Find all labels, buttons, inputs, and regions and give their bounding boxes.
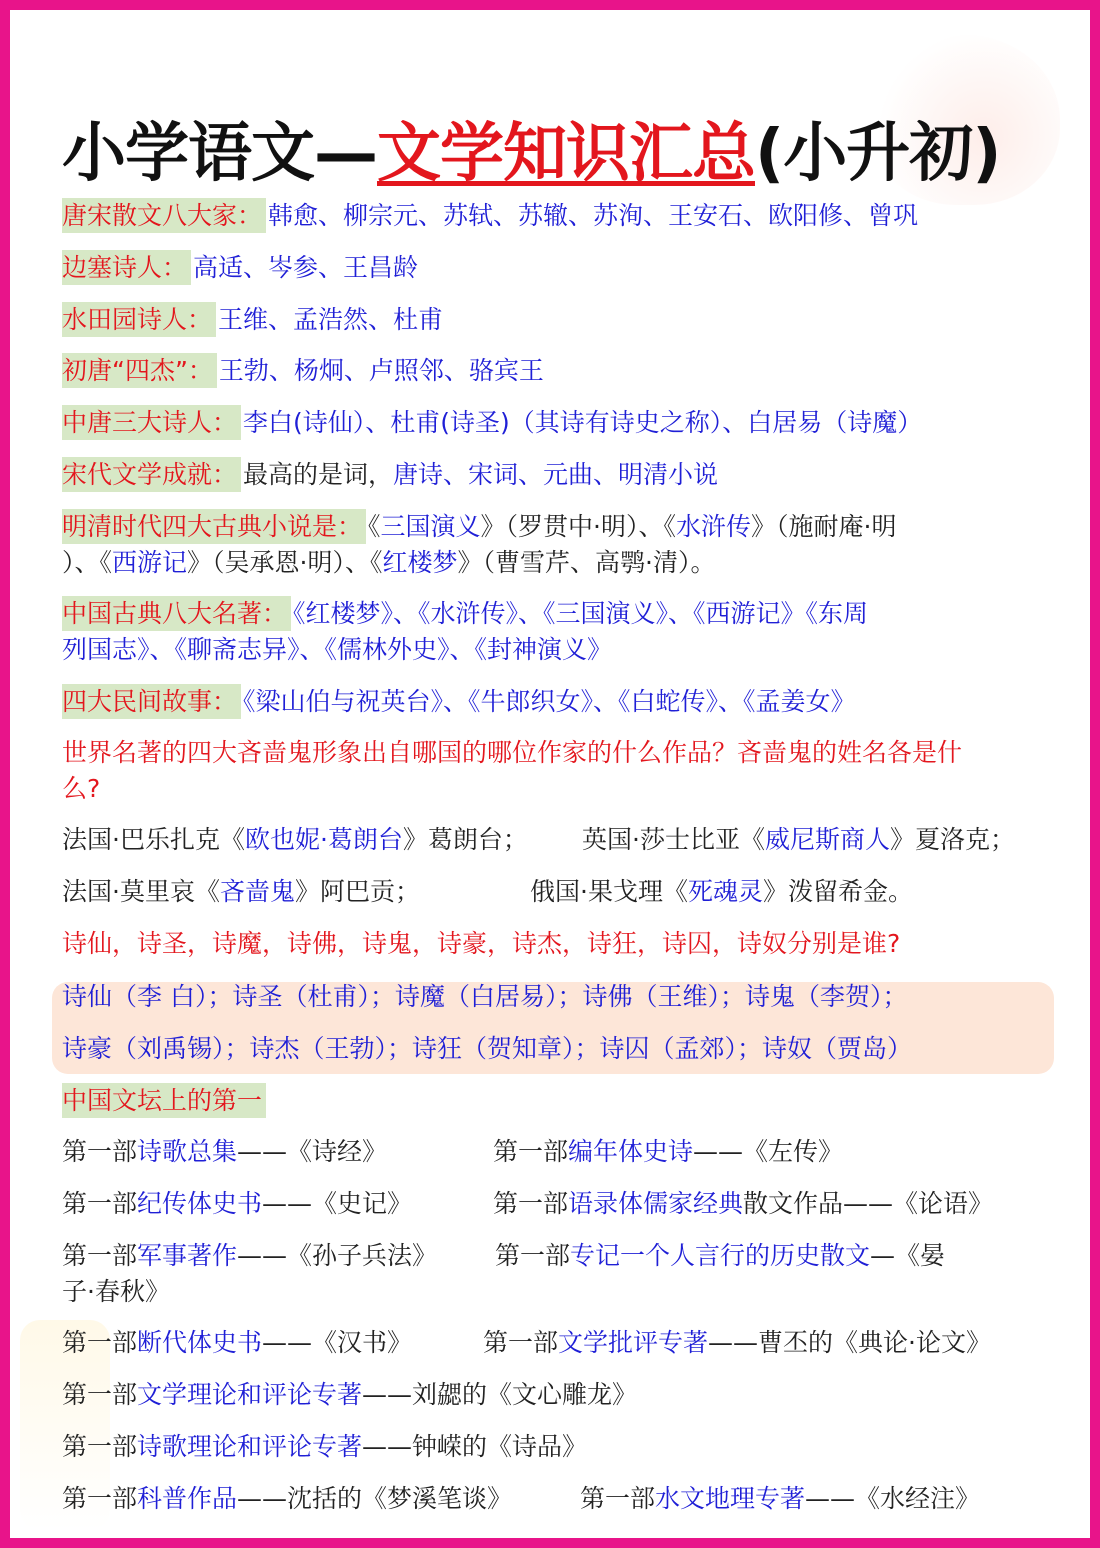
content-row	[62, 198, 1047, 234]
text-segment: 水浒传	[676, 512, 752, 541]
text-segment: 语录体儒家经典	[568, 1189, 744, 1218]
text-segment: 第一部	[580, 1484, 656, 1513]
text-segment: 》阿巴贡；	[294, 877, 420, 906]
text-segment: 李白(诗仙）、杜甫(诗圣)（其诗有诗史之称）、白居易（诗魔）	[243, 408, 923, 437]
text-segment: 诗仙，诗圣，诗魔，诗佛，诗鬼，诗豪，诗杰，诗狂，诗囚，诗奴分别是谁?	[62, 929, 901, 958]
text-segment: 诗豪（刘禹锡）；诗杰（王勃）；诗狂（贺知章）；诗囚（孟郊）；诗奴（贾岛）	[62, 1034, 913, 1063]
text-segment: 最高的是词，	[243, 460, 394, 489]
text-segment: ——《水经注》	[805, 1484, 981, 1513]
section-label: 中唐三大诗人：	[62, 405, 241, 440]
content-row	[62, 926, 1047, 962]
text-segment: 第一部	[493, 1137, 569, 1166]
text-segment: 世界名著的四大吝啬鬼形象出自哪国的哪位作家的什么作品？吝啬鬼的姓名各是什 么?	[62, 738, 963, 803]
text-segment: ——《诗经》	[237, 1137, 388, 1166]
second-column	[582, 822, 1015, 858]
content-row	[62, 596, 1047, 668]
section-label: 唐宋散文八大家：	[62, 198, 266, 233]
text-segment: 俄国·果戈理《	[530, 877, 688, 906]
second-column	[495, 1238, 945, 1274]
section-label: 水田园诗人：	[62, 302, 216, 337]
content-row	[62, 353, 1047, 389]
text-segment: 第一部	[495, 1241, 571, 1270]
text-segment: 王维、孟浩然、杜甫	[218, 305, 444, 334]
text-segment: 水文地理专著	[655, 1484, 806, 1513]
text-segment: 高适、岑参、王昌龄	[193, 253, 419, 282]
text-segment: 》（罗贯中·明）、《	[480, 512, 676, 541]
content-row	[62, 1325, 1047, 1361]
text-segment: 第一部	[493, 1189, 569, 1218]
content-row	[62, 405, 1047, 441]
text-segment: 》夏洛克；	[889, 825, 1015, 854]
content-row	[62, 1481, 1047, 1517]
text-segment: 诗歌总集	[137, 1137, 238, 1166]
text-segment: 死魂灵	[687, 877, 763, 906]
content-row	[62, 509, 1047, 581]
text-segment: 法国·莫里哀《	[62, 877, 220, 906]
title-part1: 小学语文—	[62, 117, 377, 191]
text-segment: 》葛朗台；	[402, 825, 528, 854]
text-segment: 英国·莎士比亚《	[582, 825, 765, 854]
content-row	[62, 822, 1047, 858]
text-segment: 吝啬鬼	[219, 877, 295, 906]
content-row	[62, 979, 1047, 1015]
text-segment: 威尼斯商人	[764, 825, 890, 854]
content-row	[62, 1134, 1047, 1170]
section-label: 四大民间故事：	[62, 684, 241, 719]
second-column	[530, 874, 913, 910]
text-segment: 三国演义	[380, 512, 481, 541]
section-label: 中国古典八大名著：	[62, 596, 291, 631]
text-segment: 唐诗、宋词、元曲、明清小说	[393, 460, 719, 489]
content-row	[62, 457, 1047, 493]
text-segment: 科普作品	[137, 1484, 238, 1513]
text-segment: 韩愈、柳宗元、苏轼、苏辙、苏洵、王安石、欧阳修、曾巩	[268, 201, 919, 230]
page-title	[62, 102, 1001, 194]
text-segment: 红楼梦	[382, 548, 458, 577]
text-segment: 第一部	[483, 1328, 559, 1357]
text-segment: 《	[368, 512, 381, 541]
second-column	[580, 1481, 980, 1517]
text-segment: ——钟嵘的《诗品》	[362, 1432, 588, 1461]
text-segment: 第一部	[62, 1137, 138, 1166]
text-segment: ——刘勰的《文心雕龙》	[362, 1380, 638, 1409]
text-segment: 诗仙（李 白）；诗圣（杜甫）；诗魔（白居易）；诗佛（王维）；诗鬼（李贺）；	[62, 982, 908, 1011]
text-segment: 王勃、杨炯、卢照邻、骆宾王	[218, 356, 544, 385]
text-segment: ——曹丕的《典论·论文》	[708, 1328, 991, 1357]
content-row	[62, 1377, 1047, 1413]
second-column	[493, 1186, 993, 1222]
text-segment: 第一部	[62, 1432, 138, 1461]
second-column	[493, 1134, 843, 1170]
text-segment: ——《左传》	[693, 1137, 844, 1166]
title-part3: (小升初)	[755, 117, 1001, 191]
section-label: 宋代文学成就：	[62, 457, 241, 492]
section-label: 边塞诗人：	[62, 250, 191, 285]
text-segment: ——《孙子兵法》 子·春秋》	[62, 1241, 438, 1306]
section-label: 中国文坛上的第一	[62, 1083, 266, 1118]
text-segment: 断代体史书	[137, 1328, 263, 1357]
text-segment: 《红楼梦》、《水浒传》、《三国演义》、《西游记》《东周 列国志》、《聊斋志异》、《儒林外史》、《封神演义》	[62, 599, 869, 664]
text-segment: 诗歌理论和评论专著	[137, 1432, 363, 1461]
text-segment: 第一部	[62, 1328, 138, 1357]
section-label: 初唐“四杰”：	[62, 353, 217, 388]
text-segment: —《晏	[870, 1241, 946, 1270]
content-row	[62, 1429, 1047, 1465]
text-segment: 第一部	[62, 1241, 138, 1270]
text-segment: 编年体史诗	[568, 1137, 694, 1166]
text-segment: 专记一个人言行的历史散文	[570, 1241, 871, 1270]
text-segment: ——沈括的《梦溪笔谈》	[237, 1484, 513, 1513]
document-page	[10, 10, 1090, 1538]
content-row	[62, 1031, 1047, 1067]
text-segment: 军事著作	[137, 1241, 238, 1270]
text-segment: 散文作品——《论语》	[743, 1189, 994, 1218]
content-row	[62, 1186, 1047, 1222]
content-row	[62, 1083, 1047, 1119]
content-row	[62, 250, 1047, 286]
text-segment: 》（曹雪芹、高鹗·清）。	[457, 548, 716, 577]
text-segment: 第一部	[62, 1189, 138, 1218]
text-segment: ——《汉书》	[262, 1328, 413, 1357]
title-part2: 文学知识汇总	[377, 117, 755, 191]
text-segment: 》（吴承恩·明）、《	[187, 548, 383, 577]
text-segment: 欧也妮·葛朗台	[244, 825, 403, 854]
text-segment: 西游记	[112, 548, 188, 577]
content-row	[62, 684, 1047, 720]
content-row	[62, 735, 1047, 807]
second-column	[483, 1325, 991, 1361]
content-row	[62, 874, 1047, 910]
text-segment: 法国·巴乐扎克《	[62, 825, 245, 854]
content-row	[62, 302, 1047, 338]
text-segment: 第一部	[62, 1484, 138, 1513]
text-segment: 第一部	[62, 1380, 138, 1409]
section-label: 明清时代四大古典小说是：	[62, 509, 366, 544]
text-segment: 》泼留希金。	[762, 877, 913, 906]
text-segment: 文学批评专著	[558, 1328, 709, 1357]
text-segment: 》（施耐庵·明 ）、《	[62, 512, 897, 577]
content-row	[62, 1238, 1047, 1310]
text-segment: 《梁山伯与祝英台》、《牛郎织女》、《白蛇传》、《孟姜女》	[243, 687, 856, 716]
text-segment: 文学理论和评论专著	[137, 1380, 363, 1409]
text-segment: ——《史记》	[262, 1189, 413, 1218]
text-segment: 纪传体史书	[137, 1189, 263, 1218]
